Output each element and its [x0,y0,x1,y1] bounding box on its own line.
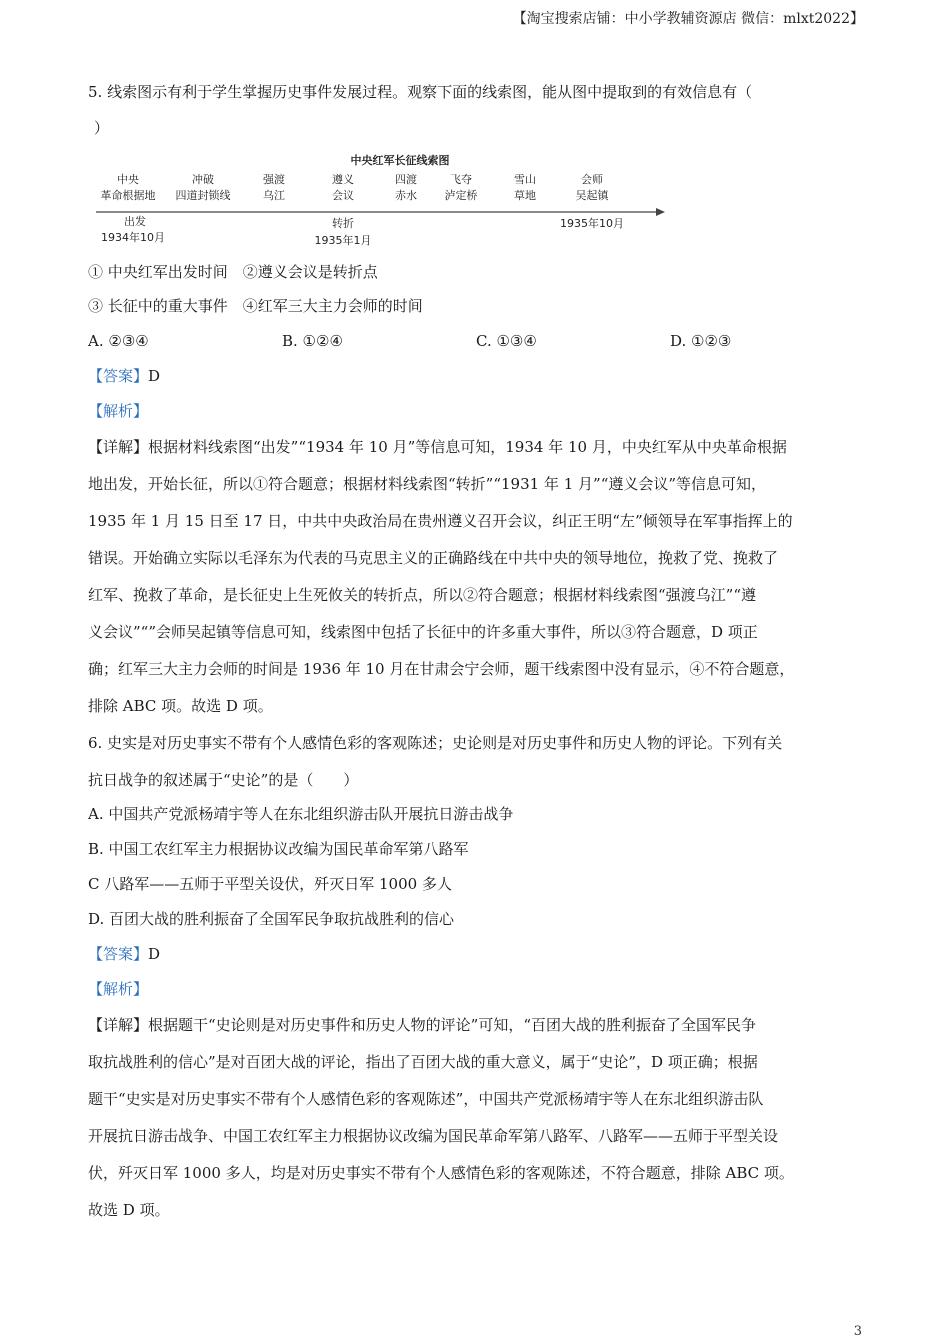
q5-option-a: A. ②③④ [88,332,149,350]
node-4-line-2: 会议 [332,189,354,202]
answer-tag: 【答案】 [88,945,149,963]
q6-stem-line-2: 抗日战争的叙述属于“史论”的是（ ） [88,771,359,789]
q6-detail-line-3: 题干“史实是对历史事实不带有个人感情色彩的客观陈述”，中国共产党派杨靖宇等人在东北组织游击队 [88,1090,764,1108]
page-header: 【淘宝搜索店铺：中小学教辅资源店 微信：mlxt2022】 [512,11,864,27]
q6-analysis [88,979,148,999]
node-1-line-2: 革命根据地 [100,189,156,202]
node-5-line-2: 赤水 [395,189,417,202]
q5-detail-line-1 [88,437,787,457]
node-6-line-1: 飞夺 [450,173,472,186]
long-march-timeline-figure [88,148,668,252]
q5-answer [88,366,160,386]
q5-stem-line-2: ） [94,119,110,137]
node-2-line-1: 冲破 [192,173,214,186]
q5-analysis [88,401,148,421]
analysis-tag: 【解析】 [88,402,149,420]
answer-value: D [148,945,161,963]
q5-detail-line-6: 义会议”“”会师吴起镇等信息可知，线索图中包括了长征中的许多重大事件，所以③符合题意，D 项正 [88,623,758,641]
q5-detail-line-2: 地出发，开始长征，所以①符合题意；根据材料线索图“转折”“1931 年 1 月”“遵义会议”等信息可知， [88,475,767,493]
q5-option-d: D. ①②③ [670,332,732,350]
detail-tag: 【详解】 [88,438,149,456]
q6-detail-line-6: 故选 D 项。 [88,1201,170,1219]
detail-text: 根据材料线索图“出发”“1934 年 10 月”等信息可知，1934 年 10 月，中央红军从中央革命根据 [148,438,787,456]
timeline-title: 中央红军长征线索图 [350,154,450,167]
q5-stem-line-1: 5. 线索图示有利于学生掌握历史事件发展过程。观察下面的线索图，能从图中提取到的有效信息有（ [88,83,753,101]
start-date: 1934年10月 [101,231,165,244]
q5-detail-line-8: 排除 ABC 项。故选 D 项。 [88,697,273,715]
q6-option-b: B. 中国工农红军主力根据协议改编为国民革命军第八路军 [88,840,469,858]
q6-detail-line-4: 开展抗日游击战争、中国工农红军主力根据协议改编为国民革命军第八路军、八路军——五师于平型关设 [88,1127,779,1145]
node-7-line-1: 雪山 [514,173,536,186]
detail-text: 根据题干“史论则是对历史事件和历史人物的评论”可知，“百团大战的胜利振奋了全国军民争 [148,1016,757,1034]
turn-label: 转折 [332,217,354,230]
q6-stem-line-1: 6. 史实是对历史事实不带有个人感情色彩的客观陈述；史论则是对历史事件和历史人物的评论。下列有关 [88,734,783,752]
node-4-line-1: 遵义 [332,173,354,186]
q5-detail-line-5: 红军、挽救了革命，是长征史上生死攸关的转折点，所以②符合题意；根据材料线索图“强渡乌江”“遵 [88,586,757,604]
q6-detail-line-5: 伏，歼灭日军 1000 多人，均是对历史事实不带有个人感情色彩的客观陈述，不符合题意，排除 ABC 项。 [88,1164,794,1182]
detail-tag: 【详解】 [88,1016,149,1034]
answer-value: D [148,367,161,385]
node-8-line-1: 会师 [581,173,603,186]
q5-items-line-2: ③ 长征中的重大事件 ④红军三大主力会师的时间 [88,297,423,315]
q5-detail-line-7: 确；红军三大主力会师的时间是 1936 年 10 月在甘肃会宁会师，题干线索图中没有显示，④不符合题意， [88,660,795,678]
node-5-line-1: 四渡 [395,173,417,186]
node-1-line-1: 中央 [117,173,139,186]
timeline-arrowhead [656,208,665,216]
q5-option-c: C. ①③④ [476,332,537,350]
node-2-line-2: 四道封锁线 [175,189,231,202]
q6-answer [88,944,160,964]
analysis-tag: 【解析】 [88,980,149,998]
q5-detail-line-3: 1935 年 1 月 15 日至 17 日，中共中央政治局在贵州遵义召开会议，纠正王明“左”倾领导在军事指挥上的 [88,512,793,530]
q6-option-d: D. 百团大战的胜利振奋了全国军民争取抗战胜利的信心 [88,910,455,928]
q6-option-c: C 八路军——五师于平型关设伏，歼灭日军 1000 多人 [88,875,452,893]
answer-tag: 【答案】 [88,367,149,385]
q5-option-b: B. ①②④ [282,332,343,350]
turn-date: 1935年1月 [314,234,372,247]
end-date: 1935年10月 [560,217,624,230]
node-6-line-2: 泸定桥 [444,189,478,202]
q5-detail-line-4: 错误。开始确立实际以毛泽东为代表的马克思主义的正确路线在中共中央的领导地位，挽救了党、挽救了 [88,549,779,567]
q6-detail-line-1 [88,1015,756,1035]
node-3-line-1: 强渡 [263,173,285,186]
q6-option-a: A. 中国共产党派杨靖宇等人在东北组织游击队开展抗日游击战争 [88,805,514,823]
start-label: 出发 [124,215,146,228]
page-number: 3 [853,1324,862,1339]
q5-items-line-1: ① 中央红军出发时间 ②遵义会议是转折点 [88,263,378,281]
q6-detail-line-2: 取抗战胜利的信心”是对百团大战的评论，指出了百团大战的重大意义，属于“史论”，D 项正确；根据 [88,1053,758,1071]
node-7-line-2: 草地 [514,189,536,202]
node-3-line-2: 乌江 [263,189,285,202]
node-8-line-2: 吴起镇 [575,189,609,202]
